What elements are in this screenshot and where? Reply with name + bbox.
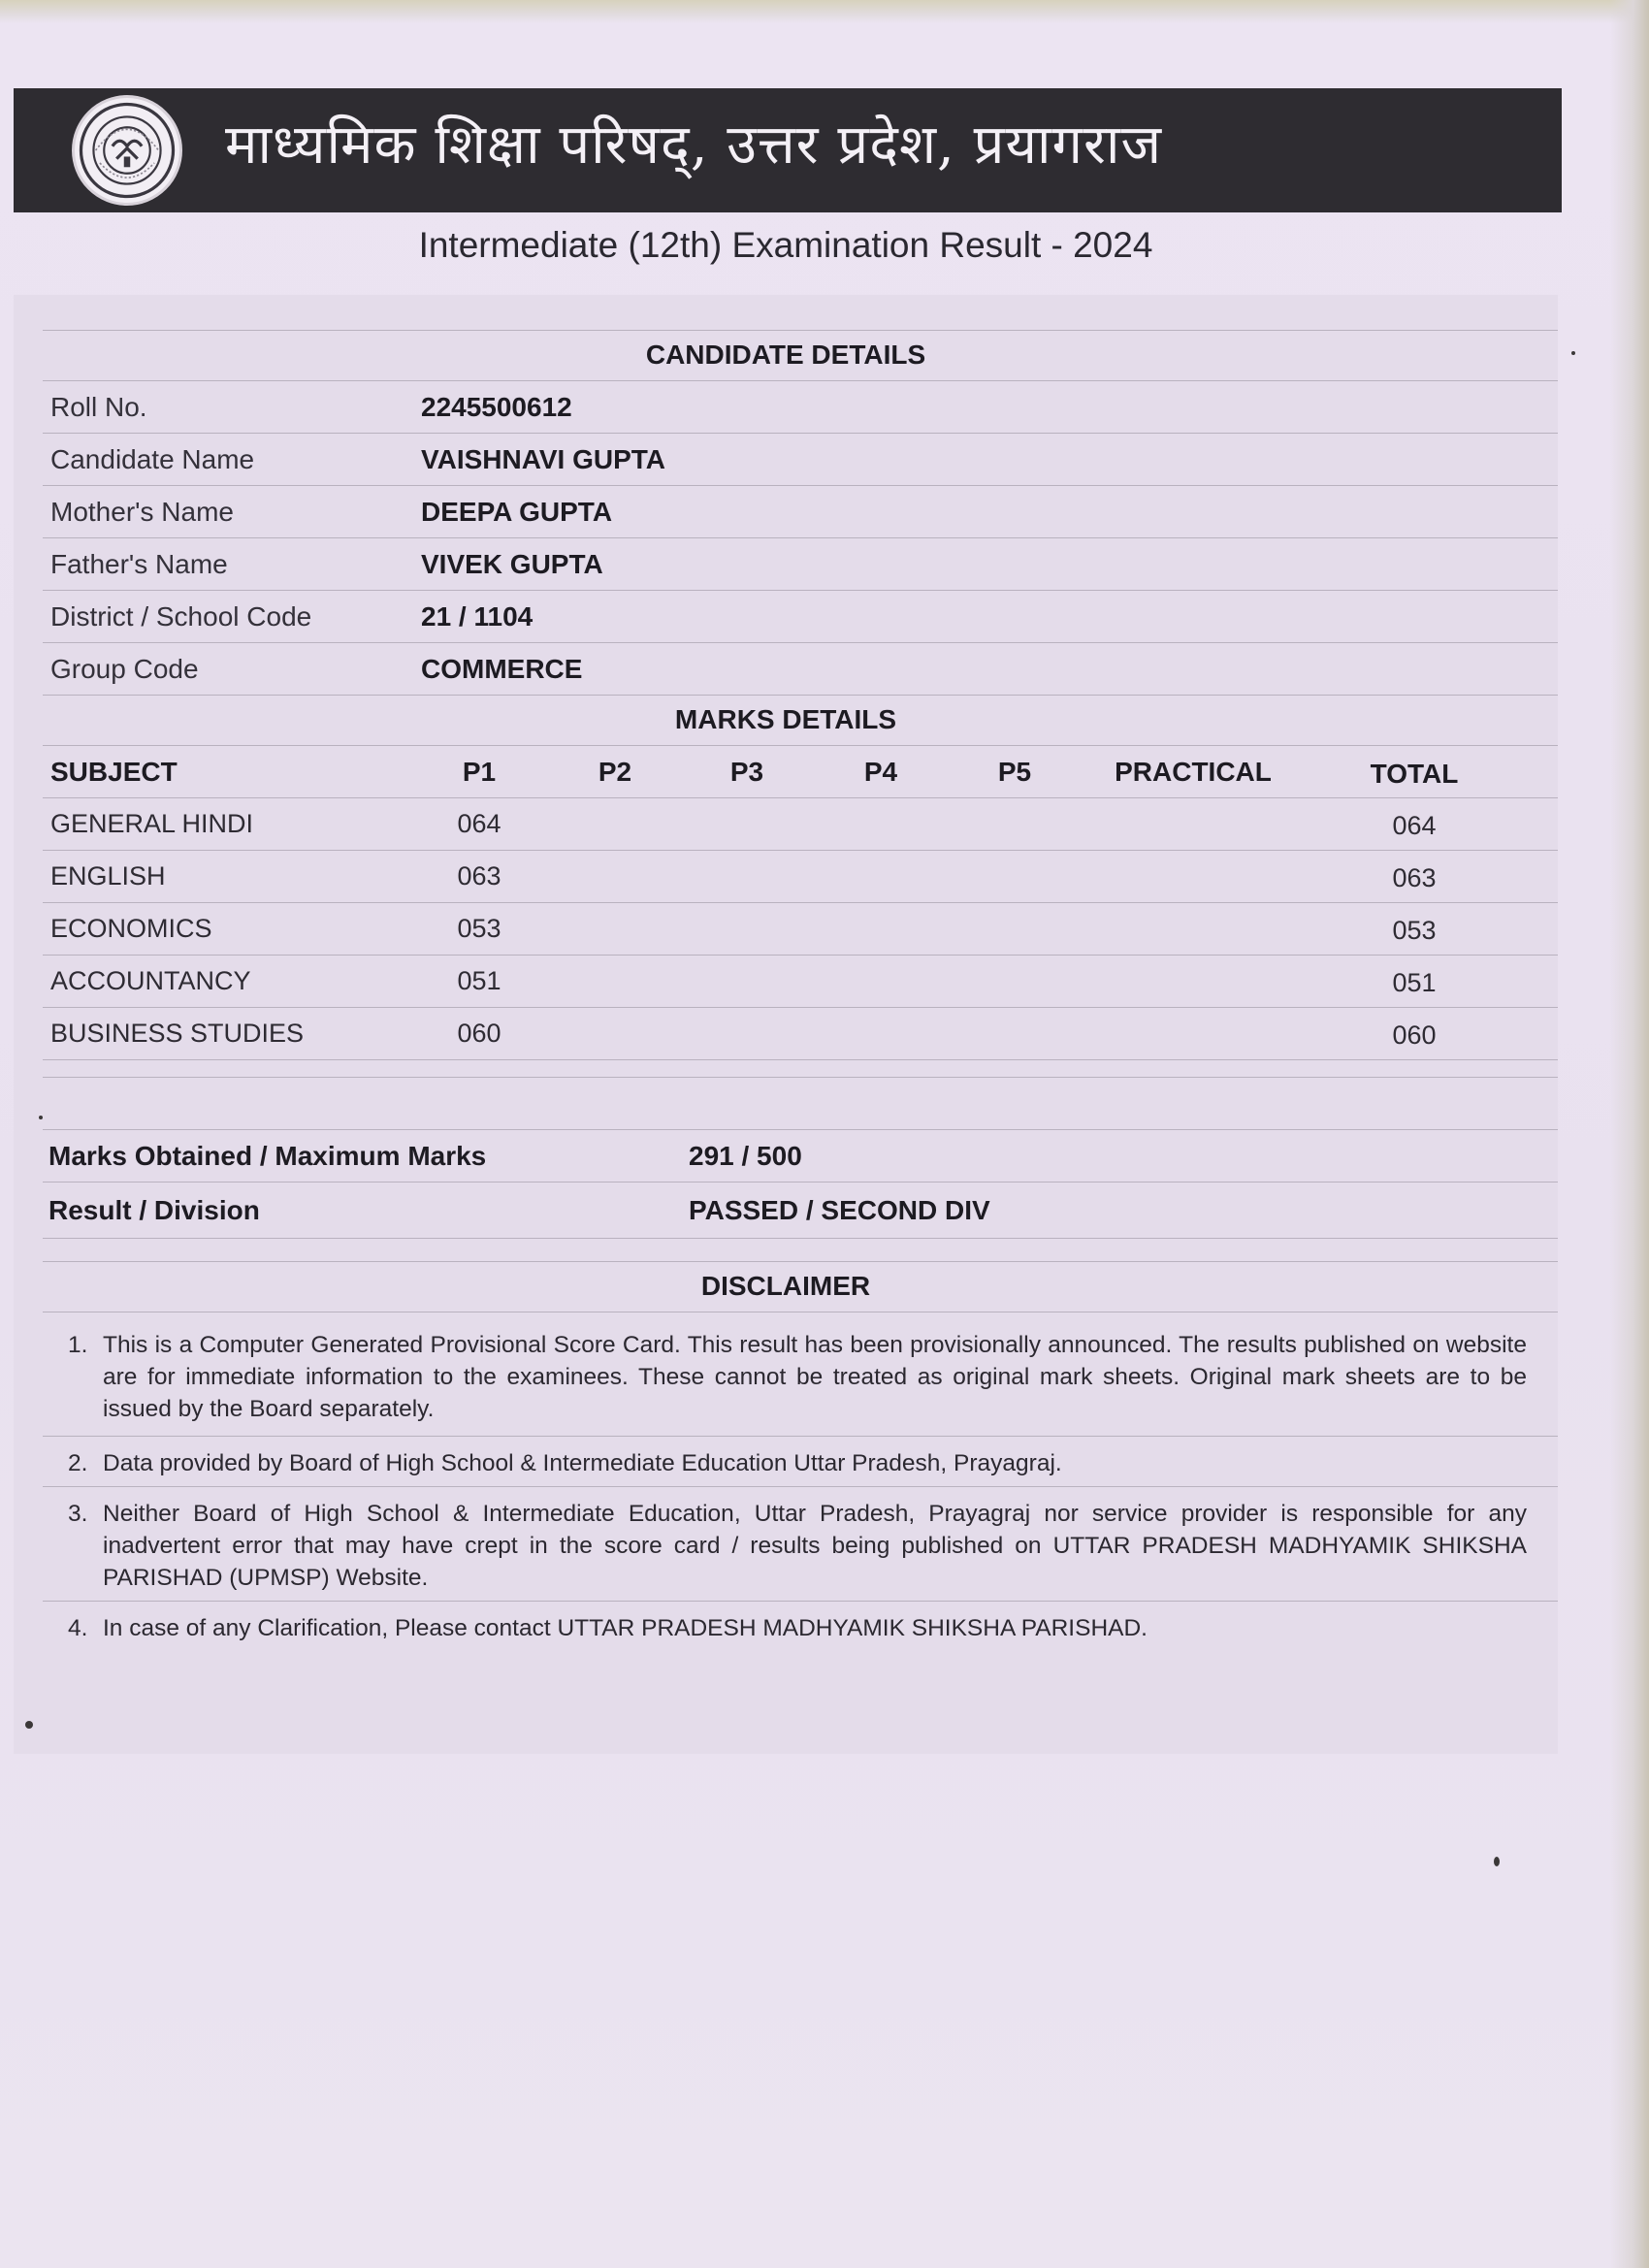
p1-cell: 053 bbox=[457, 914, 501, 943]
disclaimer-number: 3. bbox=[68, 1501, 88, 1527]
disclaimer-number: 1. bbox=[68, 1332, 88, 1358]
group-code-label: Group Code bbox=[50, 654, 199, 684]
col-total: TOTAL bbox=[1370, 759, 1459, 789]
result-panel bbox=[14, 295, 1558, 1754]
header-band bbox=[14, 88, 1562, 212]
total-cell: 060 bbox=[1392, 1021, 1437, 1050]
result-division-value: PASSED / SECOND DIV bbox=[689, 1195, 990, 1225]
disclaimer-text: Data provided by Board of High School & Intermediate Education Uttar Pradesh, Prayagraj. bbox=[103, 1450, 1062, 1476]
disclaimer-item bbox=[68, 1447, 1527, 1479]
disclaimer-item bbox=[68, 1329, 1527, 1425]
divider bbox=[43, 1077, 1558, 1078]
mother-name-value: DEEPA GUPTA bbox=[421, 497, 613, 527]
divider bbox=[43, 642, 1558, 643]
paper-top-edge bbox=[0, 0, 1649, 23]
district-school-code-value: 21 / 1104 bbox=[421, 601, 534, 632]
board-name-hindi: माध्यमिक शिक्षा परिषद्, उत्तर प्रदेश, प्रयागराज bbox=[225, 113, 1162, 177]
subject-cell: BUSINESS STUDIES bbox=[50, 1019, 305, 1048]
total-cell: 053 bbox=[1392, 916, 1437, 945]
total-cell: 051 bbox=[1392, 968, 1437, 997]
subject-cell: ACCOUNTANCY bbox=[50, 966, 251, 995]
marks-details-title: MARKS DETAILS bbox=[674, 704, 897, 734]
divider bbox=[43, 1601, 1558, 1602]
subject-cell: GENERAL HINDI bbox=[50, 809, 254, 838]
scan-speck bbox=[1494, 1857, 1500, 1866]
scan-speck bbox=[1571, 351, 1575, 355]
divider bbox=[43, 955, 1558, 956]
exam-title: Intermediate (12th) Examination Result - 2024 bbox=[418, 225, 1153, 265]
subject-cell: ENGLISH bbox=[50, 861, 166, 891]
scan-speck bbox=[39, 1116, 43, 1119]
divider bbox=[43, 1238, 1558, 1239]
divider bbox=[43, 1436, 1558, 1437]
district-school-code-label: District / School Code bbox=[50, 601, 312, 632]
p1-cell: 064 bbox=[457, 809, 501, 838]
divider bbox=[43, 433, 1558, 434]
divider bbox=[43, 330, 1558, 331]
col-p4: P4 bbox=[863, 757, 898, 787]
divider bbox=[43, 1261, 1558, 1262]
disclaimer-text: In case of any Clarification, Please contact UTTAR PRADESH MADHYAMIK SHIKSHA PARISHAD. bbox=[103, 1615, 1148, 1641]
divider bbox=[43, 797, 1558, 798]
col-p1: P1 bbox=[462, 757, 497, 787]
candidate-details-title: CANDIDATE DETAILS bbox=[645, 340, 926, 370]
divider bbox=[43, 1007, 1558, 1008]
disclaimer-number: 2. bbox=[68, 1450, 88, 1476]
divider bbox=[43, 1059, 1558, 1060]
col-subject: SUBJECT bbox=[50, 757, 178, 787]
disclaimer-item bbox=[68, 1612, 1527, 1644]
divider bbox=[43, 695, 1558, 696]
total-cell: 063 bbox=[1392, 863, 1437, 892]
divider bbox=[43, 1129, 1558, 1130]
col-p5: P5 bbox=[997, 757, 1032, 787]
mother-name-label: Mother's Name bbox=[50, 497, 234, 527]
roll-no-label: Roll No. bbox=[50, 392, 147, 422]
divider bbox=[43, 537, 1558, 538]
col-practical: PRACTICAL bbox=[1115, 757, 1272, 787]
group-code-value: COMMERCE bbox=[421, 654, 583, 684]
divider bbox=[43, 902, 1558, 903]
divider bbox=[43, 1182, 1558, 1183]
disclaimer-text: This is a Computer Generated Provisional Score Card. This result has been provisionally announced. The results published on website are for immediate information to the examinees. These cannot be treated as original mark sheets. Original mark sheets are to be issued by the Board separately. bbox=[103, 1332, 1527, 1422]
result-division-label: Result / Division bbox=[48, 1195, 260, 1225]
subject-cell: ECONOMICS bbox=[50, 914, 212, 943]
p1-cell: 063 bbox=[457, 861, 501, 891]
divider bbox=[43, 485, 1558, 486]
paper-right-edge bbox=[1610, 0, 1649, 2268]
candidate-name-label: Candidate Name bbox=[50, 444, 255, 474]
p1-cell: 051 bbox=[457, 966, 501, 995]
disclaimer-text: Neither Board of High School & Intermediate Education, Uttar Pradesh, Prayagraj nor service provider is responsible for any inadvertent error that may have crept in the score card / results being published on UTTAR PRADESH MADHYAMIK SHIKSHA PARISHAD (UPMSP) Website. bbox=[103, 1501, 1527, 1591]
disclaimer-title: DISCLAIMER bbox=[700, 1271, 871, 1301]
upmsp-emblem-icon bbox=[72, 95, 182, 206]
divider bbox=[43, 590, 1558, 591]
divider bbox=[43, 745, 1558, 746]
disclaimer-number: 4. bbox=[68, 1615, 88, 1641]
divider bbox=[43, 380, 1558, 381]
scan-speck bbox=[25, 1721, 33, 1729]
father-name-value: VIVEK GUPTA bbox=[421, 549, 603, 579]
father-name-label: Father's Name bbox=[50, 549, 228, 579]
divider bbox=[43, 1486, 1558, 1487]
marks-obtained-label: Marks Obtained / Maximum Marks bbox=[48, 1141, 487, 1171]
col-p3: P3 bbox=[729, 757, 764, 787]
candidate-name-value: VAISHNAVI GUPTA bbox=[421, 444, 666, 474]
col-p2: P2 bbox=[598, 757, 632, 787]
total-cell: 064 bbox=[1392, 811, 1437, 840]
p1-cell: 060 bbox=[457, 1019, 501, 1048]
disclaimer-item bbox=[68, 1498, 1527, 1594]
roll-no-value: 2245500612 bbox=[421, 392, 572, 422]
divider bbox=[43, 850, 1558, 851]
marks-obtained-value: 291 / 500 bbox=[689, 1141, 802, 1171]
